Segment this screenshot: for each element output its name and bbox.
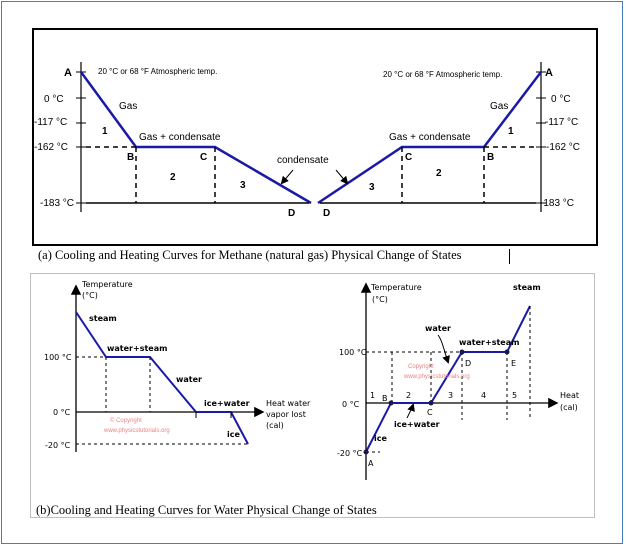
region-1-right: 1 (508, 126, 514, 137)
heating-ice-water-label: ice+water (394, 420, 440, 429)
heating-tick-0: 0 °C (342, 400, 360, 409)
water-heating-graph (364, 285, 557, 480)
heating-ylabel: Temperature (371, 283, 422, 292)
cooling-xlabel-3: (cal) (266, 421, 284, 430)
cooling-watermark-2: www.physicstutorials.org (104, 428, 170, 434)
point-a-left: A (64, 67, 72, 79)
region-2-left: 2 (170, 172, 176, 183)
right-tick-0: 0 °C (551, 94, 571, 105)
heating-tick-minus20: -20 °C (337, 449, 363, 458)
region-2-right: 2 (436, 168, 442, 179)
gas-condensate-label-right: Gas + condensate (389, 132, 471, 143)
gas-condensate-label-left: Gas + condensate (139, 132, 221, 143)
heating-water-steam-label: water+steam (459, 338, 520, 347)
cooling-steam-label: steam (89, 314, 117, 323)
heating-point-b: B (382, 394, 388, 403)
heating-xlabel-2: (cal) (560, 403, 578, 412)
point-b-right: B (487, 152, 495, 163)
heating-point-d: D (465, 359, 472, 368)
cooling-xlabel-1: Heat water (266, 399, 311, 408)
cooling-watermark-1: © Copyright (110, 418, 142, 424)
heating-tick-100: 100 °C (339, 348, 367, 357)
atm-label-right: 20 °C or 68 °F Atmospheric temp. (383, 70, 503, 79)
heating-ice-label: ice (374, 434, 387, 443)
heating-yunit: (°C) (372, 295, 388, 304)
right-tick-117: -117 °C (545, 117, 579, 128)
cooling-water-label: water (176, 375, 202, 384)
left-tick-0: 0 °C (44, 94, 64, 105)
methane-caption: (a) Cooling and Heating Curves for Methane (natural gas) Physical Change of States (38, 248, 462, 262)
cooling-tick-minus20: -20 °C (45, 441, 71, 450)
right-tick-183: -183 °C (540, 198, 575, 209)
gas-label-right: Gas (490, 101, 509, 112)
heating-xlabel-1: Heat (560, 391, 579, 400)
condensate-arrow-right (336, 170, 347, 183)
cooling-ylabel: Temperature (82, 280, 133, 289)
point-d-right: D (323, 208, 331, 219)
ice-water-pointer-arrow (407, 405, 413, 418)
cooling-xlabel-2: vapor lost (266, 410, 306, 419)
cooling-tick-100: 100 °C (44, 353, 72, 362)
cooling-water-steam-label: water+steam (107, 344, 168, 353)
region-3-left: 3 (240, 180, 246, 191)
region-3-right: 3 (369, 182, 375, 193)
heating-watermark-2: www.physicstutorials.org (404, 374, 470, 380)
point-c-left: C (200, 152, 208, 163)
heating-steam-label: steam (513, 283, 541, 292)
point-c-right: C (405, 152, 413, 163)
water-cooling-line (76, 312, 248, 444)
left-tick-117: -117 °C (34, 117, 68, 128)
point-b-left: B (127, 152, 135, 163)
cooling-ice-water-label: ice+water (204, 399, 250, 408)
condensate-label: condensate (277, 155, 329, 166)
cooling-tick-0: 0 °C (53, 408, 71, 417)
heating-water-label: water (425, 324, 451, 333)
heating-region-5: 5 (512, 391, 518, 400)
point-a-right: A (545, 67, 553, 79)
condensate-arrow-left (282, 170, 293, 183)
heating-region-1: 1 (370, 391, 376, 400)
cooling-yunit: (°C) (82, 291, 98, 300)
heating-point-c: C (427, 408, 433, 417)
water-pointer-arrow (438, 335, 448, 362)
point-a-marker (364, 450, 369, 455)
heating-watermark-1: Copyright (408, 364, 434, 370)
heating-point-a: A (368, 459, 374, 468)
point-b-marker (389, 401, 394, 406)
heating-point-e: E (511, 359, 517, 368)
point-e-marker (505, 350, 510, 355)
left-tick-183: -183 °C (40, 198, 75, 209)
point-c-marker (429, 401, 434, 406)
cooling-ice-label: ice (227, 430, 240, 439)
atm-label-left: 20 °C or 68 °F Atmospheric temp. (98, 67, 218, 76)
left-tick-162: -162 °C (34, 142, 69, 153)
heating-region-4: 4 (481, 391, 487, 400)
point-d-marker (460, 350, 465, 355)
right-tick-162: -162 °C (546, 142, 581, 153)
heating-region-3: 3 (448, 391, 454, 400)
region-1-left: 1 (102, 126, 108, 137)
gas-label-left: Gas (119, 101, 138, 112)
water-caption: (b)Cooling and Heating Curves for Water Physical Change of States (36, 503, 377, 517)
heating-region-2: 2 (406, 391, 412, 400)
point-d-left: D (288, 208, 296, 219)
